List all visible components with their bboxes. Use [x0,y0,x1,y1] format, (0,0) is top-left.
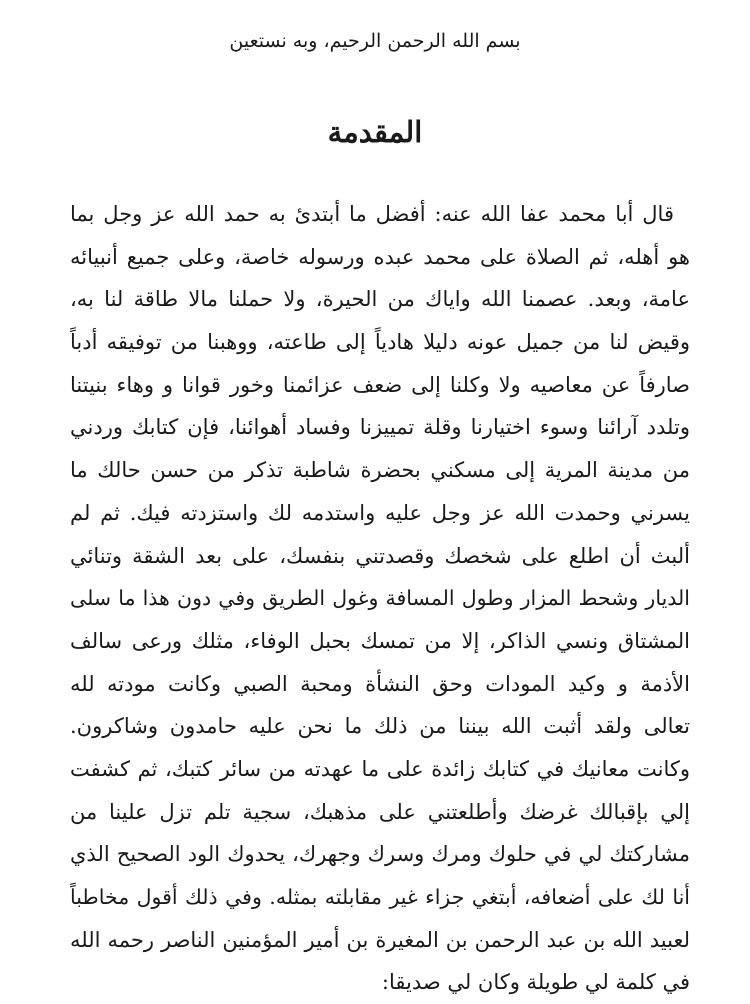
text-line: لعبيد الله بن عبد الرحمن بن المغيرة بن أمير المؤمنين الناصر رحمه الله [70,927,690,952]
text-line: في كلمة لي طويلة وكان لي صديقا: [381,970,690,995]
text-line: ألبث أن اطلع على شخصك وقصدتني بنفسك، على بعد الشقة وتنائي [70,543,690,568]
chapter-title: المقدمة [327,115,423,149]
text-line: قال أبا محمد عفا الله عنه: أفضل ما أبتدئ به حمد الله عز وجل بما [70,202,674,226]
basmala-header: بسم الله الرحمن الرحيم، وبه نستعين [229,30,521,52]
text-line: وقيض لنا من جميل عونه دليلا هادياً إلى طاعته، ووهبنا من توفيقه أدباً [70,330,690,355]
text-line: وكانت معانيك في كتابك زائدة على ما عهدته من سائر كتبك، ثم كشفت [70,756,690,781]
text-line: مشاركتك لي في حلوك ومرك وسرك وجهرك، يحدوك الود الصحيح الذي [70,842,690,867]
text-line: تعالى ولقد أثبت الله بيننا من ذلك ما نحن عليه حامدون وشاكرون. [70,714,690,739]
text-line: الديار وشحط المزار وطول المسافة وغول الطريق وفي دون هذا ما سلى [70,586,690,611]
text-line: يسرني وحمدت الله عز وجل عليه واستدمه لك واستزدته فيك. ثم لم [70,500,690,525]
text-line: وتلدد آرائنا وسوء اختيارنا وقلة تمييزنا وفساد أهوائنا، فإن كتابك وردني [70,415,690,440]
body-paragraph [70,193,690,1004]
text-line: صارفاً عن معاصيه ولا وكلنا إلى ضعف عزائمنا وخور قوانا و وهاء بنيتنا [70,372,690,397]
text-line: عامة، وبعد. عصمنا الله واياك من الحيرة، ولا حملنا مالا طاقة لنا به، [70,287,690,312]
text-line: الأذمة و وكيد المودات وحق النشأة ومحبة الصبي وكانت مودته لله [70,671,690,696]
text-line: المشتاق ونسي الذاكر، إلا من تمسك بحبل الوفاء، مثلك ورعى سالف [70,628,690,653]
text-line: أنا لك على أضعافه، أبتغي جزاء غير مقابلته بمثله. وفي ذلك أقول مخاطباً [70,885,690,909]
text-line: هو أهله، ثم الصلاة على محمد عبده ورسوله خاصة، وعلى جميع أنبيائه [70,244,690,269]
text-line: إلي بإقبالك غرضك وأطلعتني على مذهبك، سجية تلم تزل علينا من [70,799,690,824]
text-line: من مدينة المرية إلى مسكني بحضرة شاطبة تذكر من حسن حالك ما [70,458,690,483]
